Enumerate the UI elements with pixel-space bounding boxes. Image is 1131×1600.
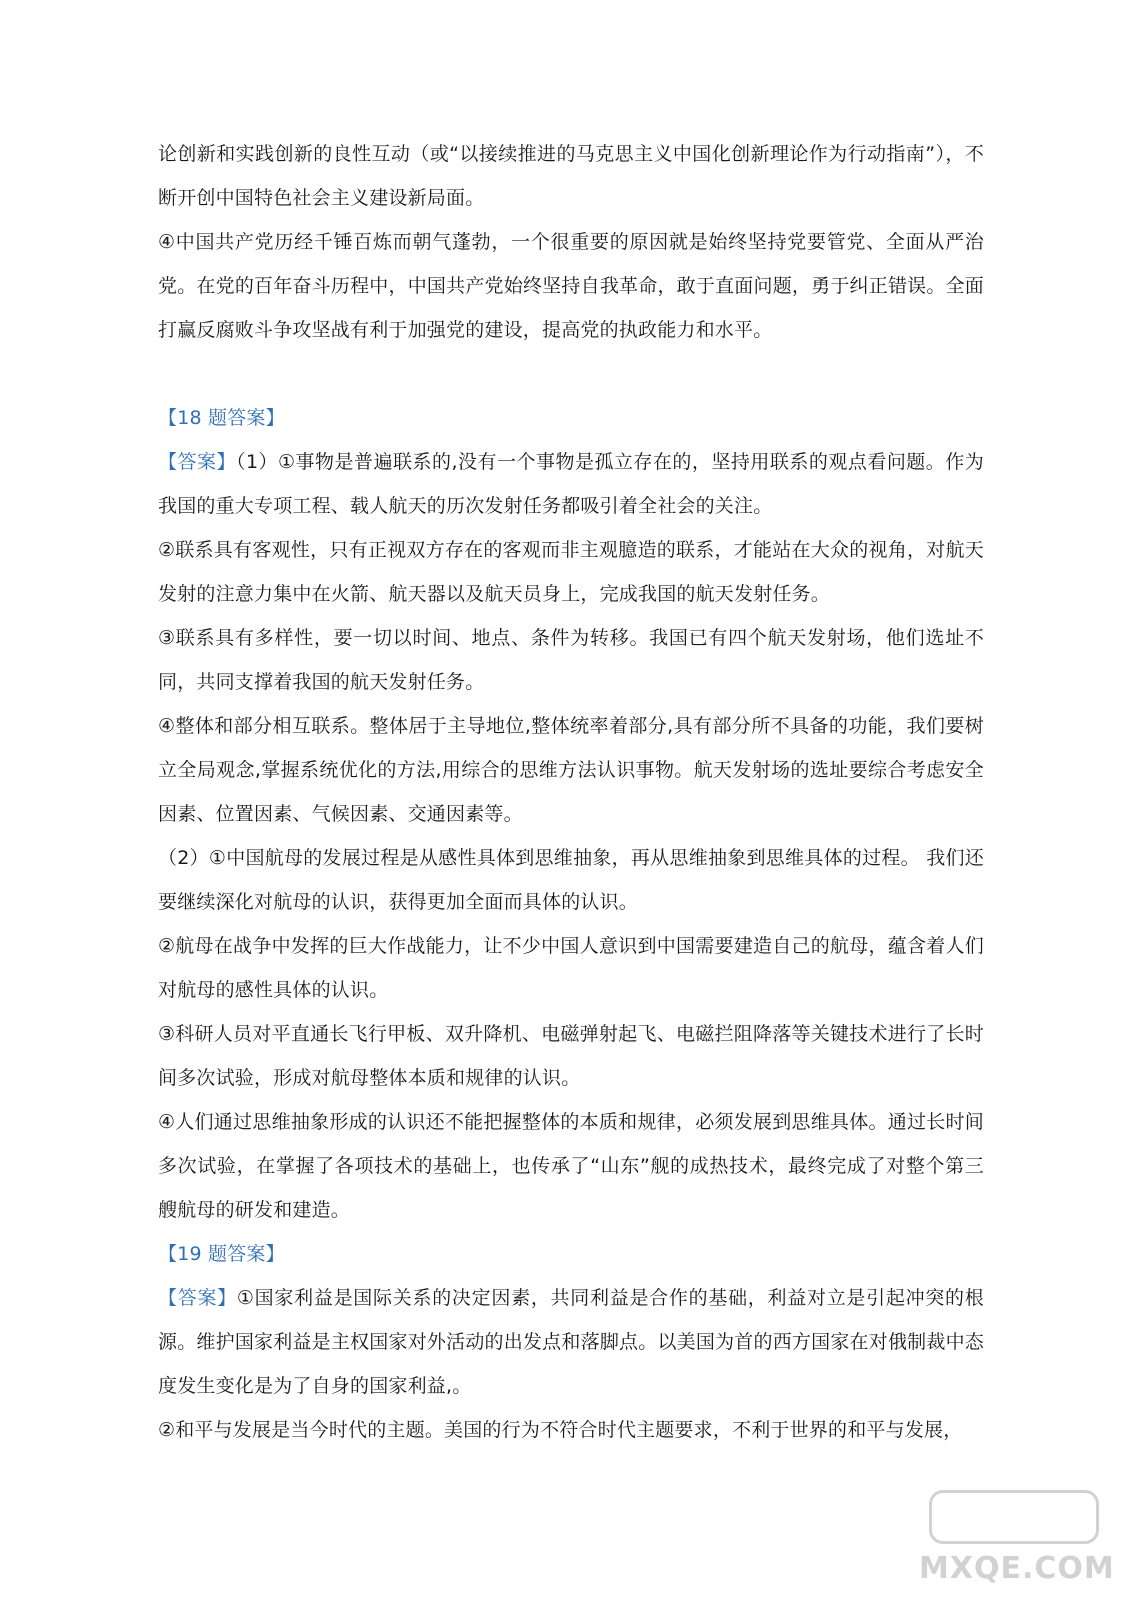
- q18-part2-item2: ②航母在战争中发挥的巨大作战能力，让不少中国人意识到中国需要建造自己的航母，蕴含着人们对航母的感性具体的认识。: [158, 935, 984, 1001]
- watermark-logo-icon: [929, 1490, 1099, 1544]
- q18-part1-item4: ④整体和部分相互联系。整体居于主导地位,整体统率着部分,具有部分所不具备的功能，我们要树立全局观念,掌握系统优化的方法,用综合的思维方法认识事物。航天发射场的选址要综合考虑安全因素、位置因素、气候因素、交通因素等。: [158, 715, 984, 825]
- q18-heading: 【18 题答案】: [158, 407, 285, 429]
- q18-part2-item1: （2）①中国航母的发展过程是从感性具体到思维抽象，再从思维抽象到思维具体的过程。 我们还要继续深化对航母的认识，获得更加全面而具体的认识。: [158, 847, 984, 913]
- q18-part1-lead-text: （1）①事物是普遍联系的,没有一个事物是孤立存在的，坚持用联系的观点看问题。作为我国的重大专项工程、载人航天的历次发射任务都吸引着全社会的关注。: [158, 451, 984, 517]
- q19-answer-tag: 【答案】: [158, 1287, 237, 1309]
- paragraph-party-self-governance: ④中国共产党历经千锤百炼而朝气蓬勃，一个很重要的原因就是始终坚持党要管党、全面从严治党。在党的百年奋斗历程中，中国共产党始终坚持自我革命，敢于直面问题，勇于纠正错误。全面打赢反腐败斗争攻坚战有利于加强党的建设，提高党的执政能力和水平。: [158, 231, 984, 341]
- q18-part1-item2: ②联系具有客观性，只有正视双方存在的客观而非主观臆造的联系，才能站在大众的视角，对航天发射的注意力集中在火箭、航天器以及航天员身上，完成我国的航天发射任务。: [158, 539, 984, 605]
- site-watermark: [919, 1490, 1115, 1586]
- watermark-text: MXQE.COM: [919, 1551, 1115, 1586]
- document-body: [158, 132, 984, 1452]
- q18-part1-item3: ③联系具有多样性，要一切以时间、地点、条件为转移。我国已有四个航天发射场，他们选址不同，共同支撑着我国的航天发射任务。: [158, 627, 984, 693]
- q18-part2-item4: ④人们通过思维抽象形成的认识还不能把握整体的本质和规律，必须发展到思维具体。通过长时间多次试验，在掌握了各项技术的基础上，也传承了“山东”舰的成热技术，最终完成了对整个第三艘航母的研发和建造。: [158, 1111, 984, 1221]
- q18-answer-tag: 【答案】: [158, 451, 236, 473]
- q19-item1-text: ①国家利益是国际关系的决定因素，共同利益是合作的基础，利益对立是引起冲突的根源。维护国家利益是主权国家对外活动的出发点和落脚点。以美国为首的西方国家在对俄制裁中态度发生变化是为了自身的国家利益,。: [158, 1287, 984, 1397]
- q19-answer-item1: [158, 1276, 984, 1408]
- q19-answer-item2: ②和平与发展是当今时代的主题。美国的行为不符合时代主题要求，不利于世界的和平与发展，: [158, 1419, 963, 1441]
- q18-answer-part1-lead: [158, 440, 984, 528]
- q19-heading: 【19 题答案】: [158, 1243, 285, 1265]
- section-spacer: [158, 352, 984, 396]
- paragraph-continued: 论创新和实践创新的良性互动（或“以接续推进的马克思主义中国化创新理论作为行动指南”），不断开创中国特色社会主义建设新局面。: [158, 143, 984, 209]
- q18-part2-item3: ③科研人员对平直通长飞行甲板、双升降机、电磁弹射起飞、电磁拦阻降落等关键技术进行了长时间多次试验，形成对航母整体本质和规律的认识。: [158, 1023, 984, 1089]
